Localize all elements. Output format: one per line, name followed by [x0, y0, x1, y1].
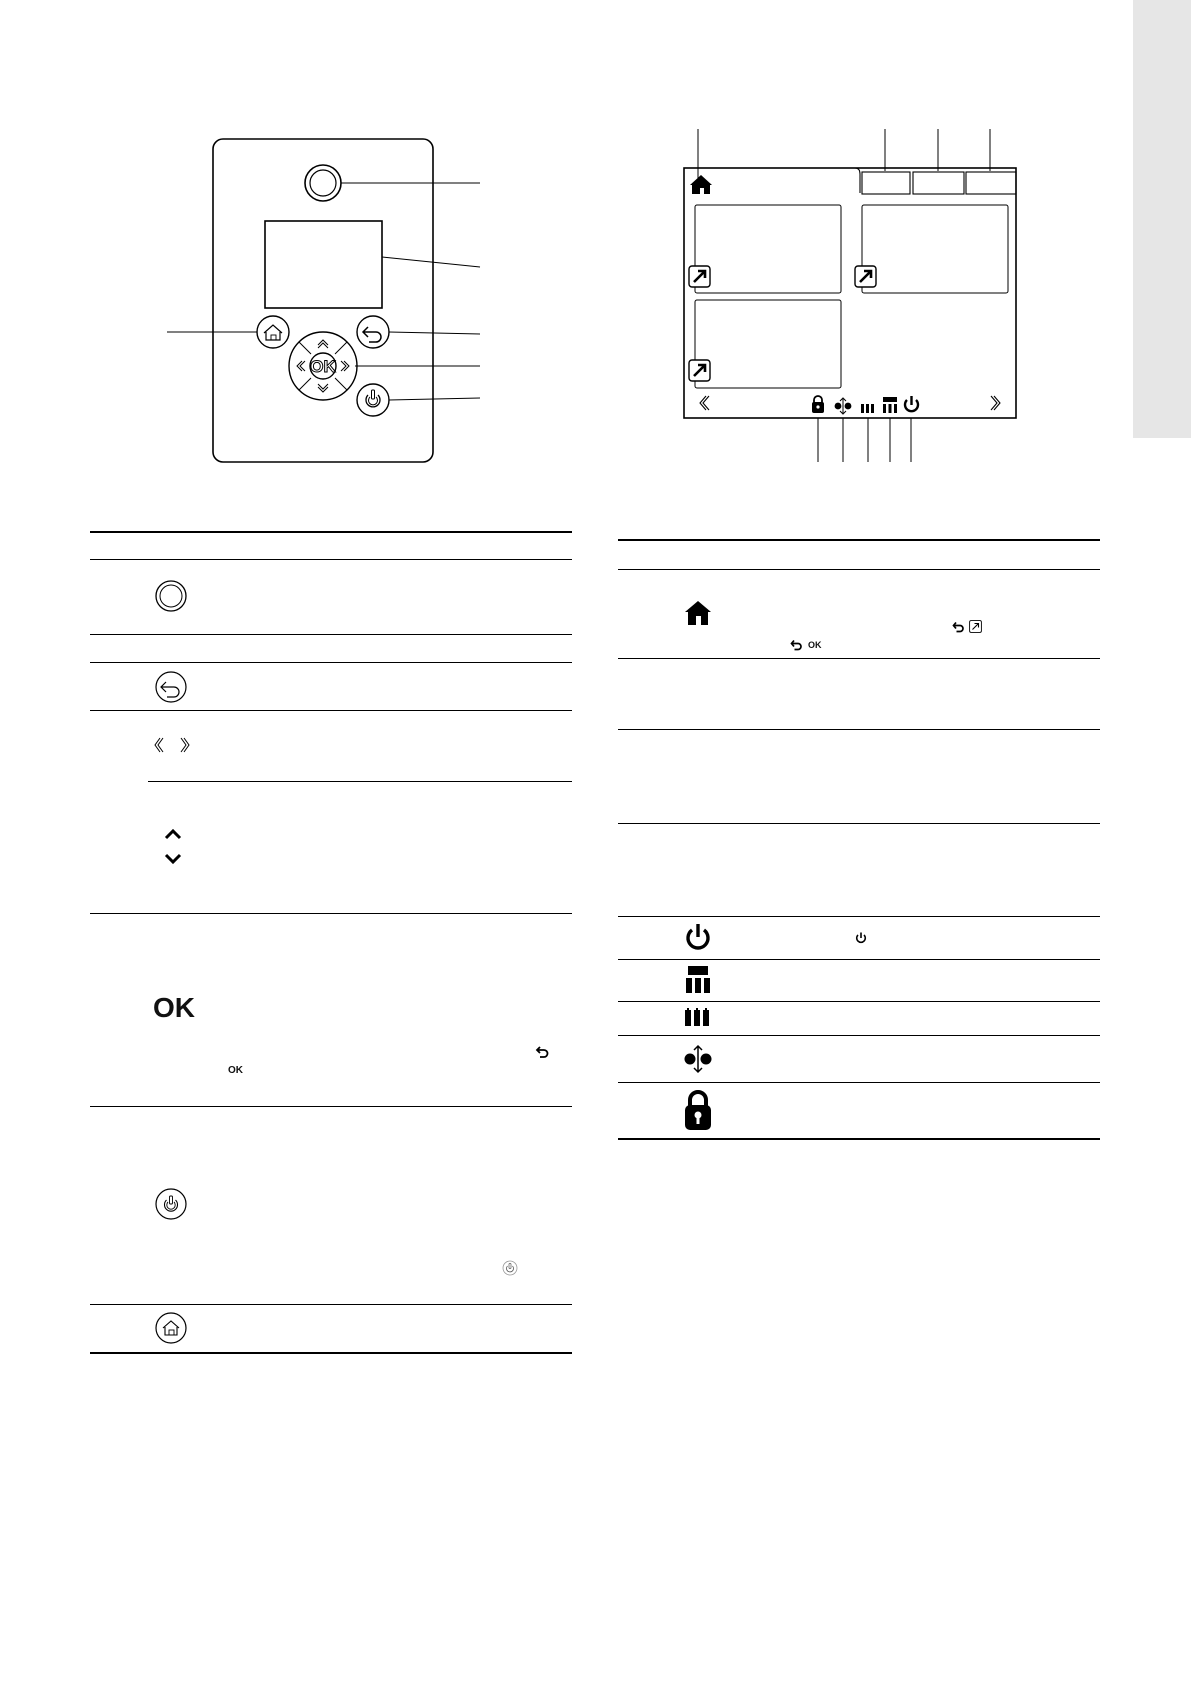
ok-button[interactable] — [310, 353, 336, 379]
shortcut-icon[interactable] — [689, 360, 710, 381]
back-icon — [155, 671, 187, 703]
system-icon — [883, 397, 897, 413]
down-arrow-icon — [164, 853, 182, 865]
power-small-icon — [855, 932, 867, 944]
home-icon — [690, 175, 712, 194]
home-tab — [684, 168, 860, 193]
ok-small-label: OK — [808, 640, 822, 650]
network-icon — [835, 398, 852, 414]
control-panel-figure — [150, 130, 490, 470]
widget-1 — [695, 205, 841, 293]
indicator-light — [305, 165, 341, 201]
display-figure — [675, 125, 1030, 465]
back-small-icon — [535, 1045, 549, 1059]
ok-button-label: OK — [310, 357, 336, 376]
tab-1[interactable] — [862, 172, 910, 194]
multipump-icon — [861, 404, 874, 413]
home-icon — [684, 600, 712, 626]
shortcut-icon[interactable] — [689, 266, 710, 287]
home-button[interactable] — [257, 316, 289, 348]
tab-2[interactable] — [913, 172, 964, 194]
power-small-icon — [502, 1260, 518, 1276]
lock-icon — [683, 1089, 713, 1131]
control-panel-outline — [213, 139, 433, 462]
shortcut-icon[interactable] — [855, 266, 876, 287]
back-small-icon — [952, 621, 965, 634]
power-button[interactable] — [357, 384, 389, 416]
up-arrow-icon — [164, 828, 182, 840]
power-button-icon — [155, 1188, 187, 1220]
display-screen — [265, 221, 382, 308]
chapter-side-tab — [1133, 0, 1191, 438]
callout-lines — [698, 129, 990, 462]
system-icon — [685, 966, 711, 994]
home-icon — [155, 1312, 187, 1344]
chevron-left-icon[interactable] — [700, 396, 709, 410]
ok-small-label: OK — [228, 1065, 243, 1076]
power-icon — [685, 923, 711, 951]
network-icon — [684, 1045, 712, 1073]
tab-3[interactable] — [966, 172, 1016, 194]
ok-icon: OK — [153, 992, 195, 1023]
shortcut-small-icon — [969, 620, 982, 633]
left-right-arrows-icon — [154, 736, 190, 754]
power-icon — [905, 396, 918, 411]
widget-2 — [862, 205, 1008, 293]
widget-3 — [695, 300, 841, 388]
back-button[interactable] — [357, 316, 389, 348]
indicator-light-icon — [155, 580, 187, 612]
back-small-icon — [790, 639, 803, 652]
chevron-right-icon[interactable] — [991, 396, 1000, 410]
multipump-icon — [684, 1008, 712, 1028]
lock-icon — [812, 396, 824, 413]
